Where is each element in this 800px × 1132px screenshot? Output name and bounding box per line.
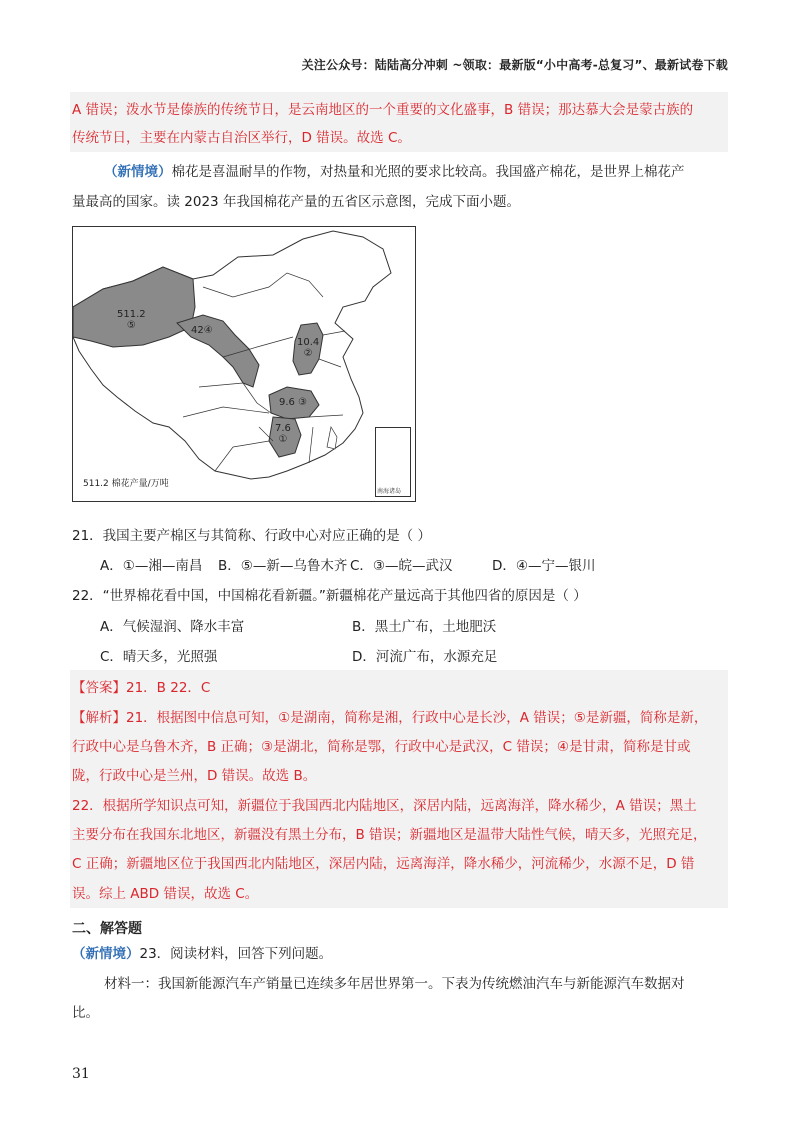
map-label-hubei: 9.6 ③ (279, 397, 308, 408)
previous-answer-box (70, 92, 728, 152)
map-outline (73, 227, 417, 503)
previous-answer-line-1: A 错误；泼水节是傣族的传统节日，是云南地区的一个重要的文化盛事，B 错误；那达慕大会是蒙古族的 (72, 102, 694, 118)
map-legend: 511.2 棉花产量/万吨 (83, 479, 169, 489)
answer-line: 【答案】21．B 22．C (72, 680, 211, 696)
map-label-gansu: 42④ (191, 325, 213, 336)
q22-option-c: C．晴天多，光照强 (100, 649, 218, 665)
question-23-stem: 23．阅读材料，回答下列问题。 (139, 946, 333, 962)
section-2-title: 二、解答题 (72, 921, 142, 937)
new-scenario-tag: （新情境） (104, 164, 172, 180)
analysis-line-1: 【解析】21．根据图中信息可知，①是湖南，简称是湘，行政中心是长沙，A 错误；⑤是新疆，简称是新， (72, 710, 708, 726)
answer-explanation-box (70, 670, 728, 908)
question-21-stem: 21．我国主要产棉区与其简称、行政中心对应正确的是（ ） (72, 528, 431, 544)
q21-option-a: A．①—湘—南昌 (100, 558, 203, 574)
page-header: 关注公众号：陆陆高分冲刺 ~领取：最新版“小中高考-总复习”、最新试卷下载 (301, 58, 728, 72)
map-label-xinjiang: 511.2 ⑤ (117, 309, 146, 331)
question-23-line (72, 942, 332, 962)
analysis-line-7: 误。综上 ABD 错误，故选 C。 (72, 886, 259, 902)
map-label-hunan: 7.6 ① (275, 423, 291, 445)
inset-label: 南海诸岛 (377, 488, 402, 495)
intro-line-2: 量最高的国家。读 2023 年我国棉花产量的五省区示意图，完成下面小题。 (72, 194, 520, 210)
analysis-line-5: 主要分布在我国东北地区，新疆没有黑土分布，B 错误；新疆地区是温带大陆性气候，晴天多，光照充足， (72, 827, 707, 843)
analysis-line-2: 行政中心是乌鲁木齐，B 正确；③是湖北，简称是鄂，行政中心是武汉，C 错误；④是甘肃，简称是甘或 (72, 739, 691, 755)
analysis-line-3: 陇，行政中心是兰州，D 错误。故选 B。 (72, 768, 317, 784)
q22-option-b: B．黑土广布，土地肥沃 (352, 619, 497, 635)
analysis-line-6: C 正确；新疆地区位于我国西北内陆地区，深居内陆，远离海洋，降水稀少，河流稀少，水源不足，D 错 (72, 856, 695, 872)
q21-option-b: B．⑤—新—乌鲁木齐 (218, 558, 348, 574)
q21-option-c: C．③—皖—武汉 (350, 558, 453, 574)
previous-answer-line-2: 传统节日，主要在内蒙古自治区举行，D 错误。故选 C。 (72, 130, 411, 146)
intro-text-1: 棉花是喜温耐旱的作物，对热量和光照的要求比较高。我国盛产棉花，是世界上棉花产 (171, 164, 685, 180)
q21-option-d: D．④—宁—银川 (492, 558, 596, 574)
q22-option-d: D．河流广布，水源充足 (352, 649, 498, 665)
analysis-line-4: 22．根据所学知识点可知，新疆位于我国西北内陆地区，深居内陆，远离海洋，降水稀少，A 错误；黑土 (72, 798, 697, 814)
intro-line-1 (104, 160, 685, 180)
map-label-hebei: 10.4 ② (297, 337, 320, 359)
q22-option-a: A．气候湿润、降水丰富 (100, 619, 245, 635)
new-scenario-tag-2: （新情境） (72, 946, 140, 962)
question-22-stem: 22．“世界棉花看中国，中国棉花看新疆。”新疆棉花产量远高于其他四省的原因是（ ） (72, 588, 587, 604)
material-1-line-1: 材料一：我国新能源汽车产销量已连续多年居世界第一。下表为传统燃油汽车与新能源汽车数据对 (104, 976, 685, 992)
material-1-line-2: 比。 (72, 1005, 99, 1021)
page-number: 31 (72, 1066, 90, 1082)
china-cotton-map (72, 226, 416, 502)
